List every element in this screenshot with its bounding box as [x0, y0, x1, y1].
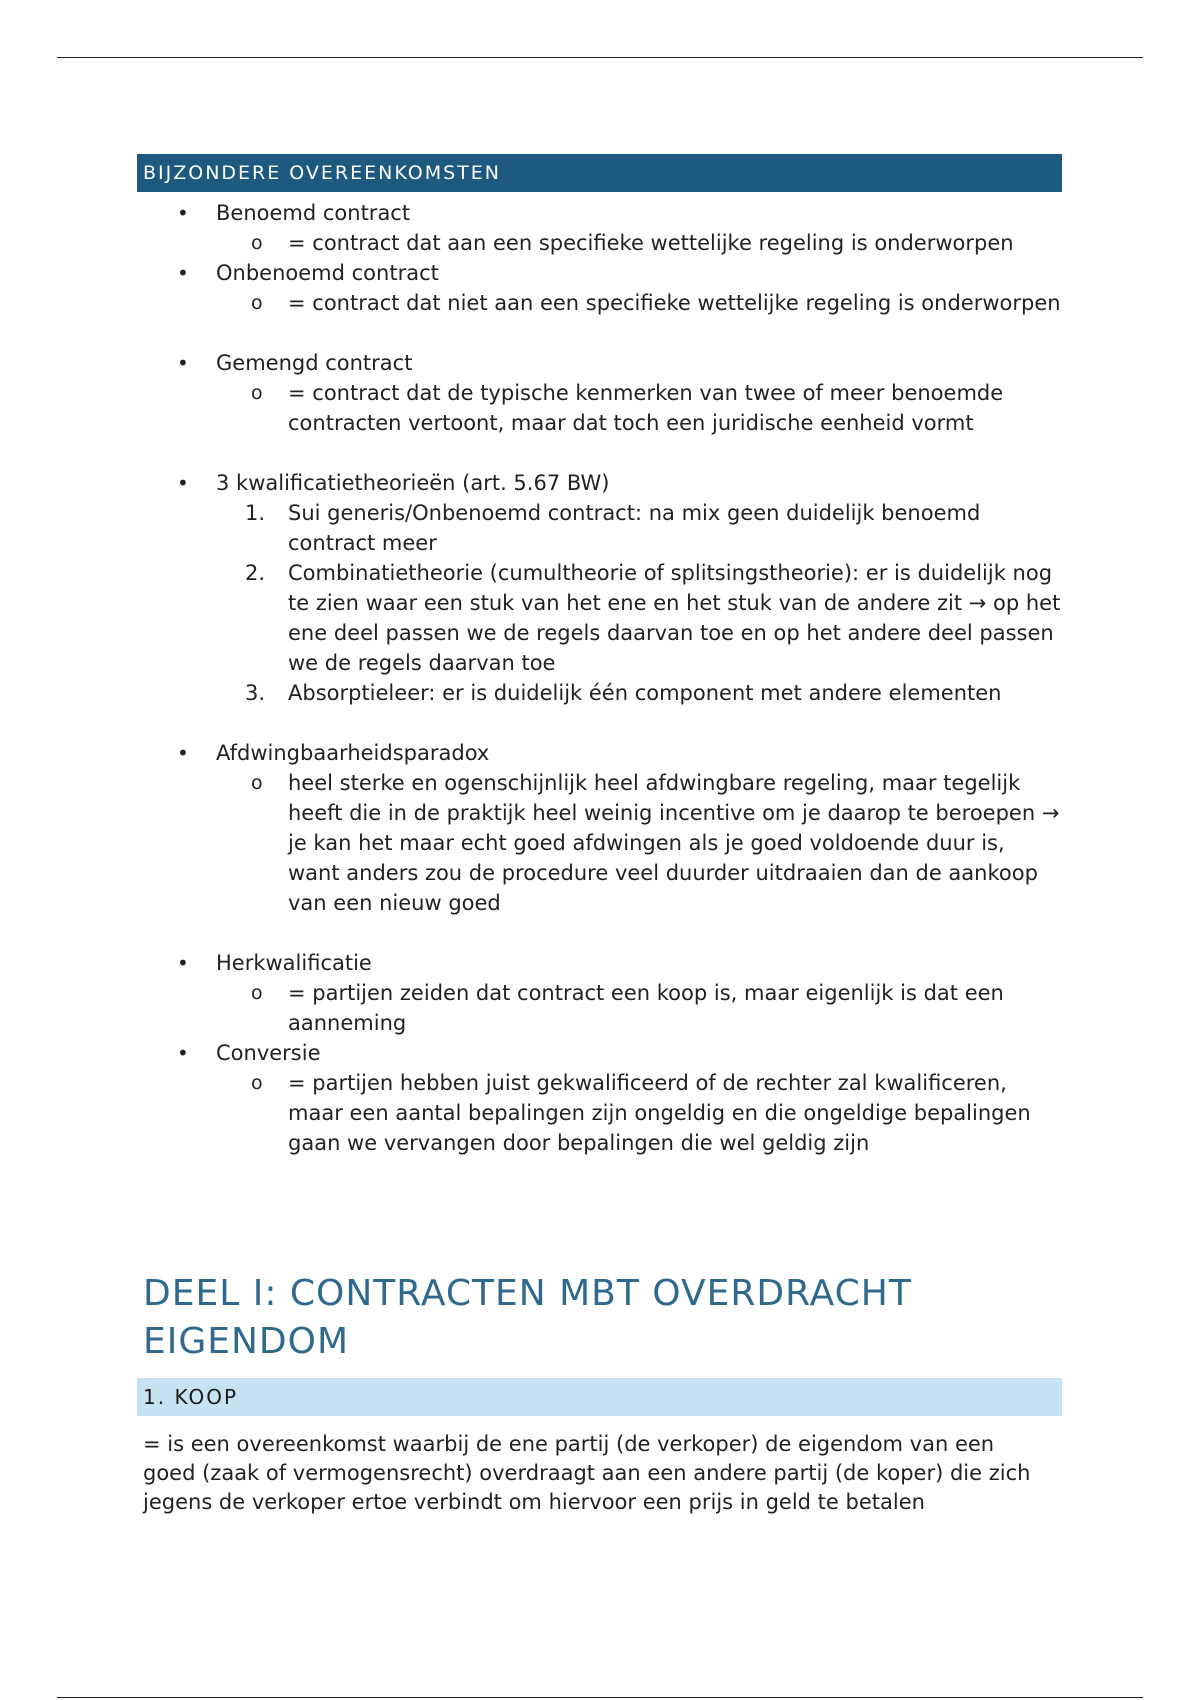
- sub-item-text: = partijen zeiden dat contract een koop is, maar eigenlijk is dat een aanneming: [288, 981, 1004, 1035]
- list-item-herkwalificatie: [137, 948, 1062, 978]
- item-label: Gemengd contract: [216, 351, 413, 375]
- page-bottom-rule: [57, 1697, 1143, 1698]
- sub-bullet-icon: o: [251, 382, 263, 404]
- theory-number: 3.: [245, 681, 266, 705]
- koop-heading: 1. KOOP: [137, 1378, 1062, 1416]
- bullet-icon: •: [177, 261, 189, 285]
- bullet-icon: •: [177, 351, 189, 375]
- bullet-icon: •: [177, 741, 189, 765]
- sub-item-text: heel sterke en ogenschijnlijk heel afdwingbare regeling, maar tegelijk heeft die in de praktijk heel weinig incentive om je daarop te beroepen → je kan het maar echt goed afdwingen als je goed voldoende duur is, want anders zou de procedure veel duurder uitdraaien dan de aankoop van een nieuw goed: [288, 771, 1060, 915]
- sub-item-herkwalificatie: [137, 978, 1062, 1038]
- sub-item-conversie: [137, 1068, 1062, 1158]
- page-content: [137, 154, 1062, 1517]
- sub-bullet-icon: o: [251, 232, 263, 254]
- item-label: Onbenoemd contract: [216, 261, 439, 285]
- item-label: Herkwalificatie: [216, 951, 372, 975]
- sub-item-text: = contract dat de typische kenmerken van twee of meer benoemde contracten vertoont, maar dat toch een juridische eenheid vormt: [288, 381, 1004, 435]
- theory-text: Sui generis/Onbenoemd contract: na mix geen duidelijk benoemd contract meer: [288, 501, 981, 555]
- theory-text: Absorptieleer: er is duidelijk één component met andere elementen: [288, 681, 1002, 705]
- sub-item-benoemd: [137, 228, 1062, 258]
- sub-item-gemengd: [137, 378, 1062, 438]
- sub-item-onbenoemd: [137, 288, 1062, 318]
- theory-number: 2.: [245, 561, 266, 585]
- sub-item-text: = partijen hebben juist gekwalificeerd of de rechter zal kwalificeren, maar een aantal bepalingen zijn ongeldig en die ongeldige bepalingen gaan we vervangen door bepalingen die wel geldig zijn: [288, 1071, 1031, 1155]
- theory-item-3: [137, 678, 1062, 708]
- theory-text: Combinatietheorie (cumultheorie of splitsingstheorie): er is duidelijk nog te zien waar een stuk van het ene en het stuk van de andere zit → op het ene deel passen we de regels daarvan toe en op het andere deel passen we de regels daarvan toe: [288, 561, 1061, 675]
- list-item-paradox: [137, 738, 1062, 768]
- page-top-rule: [57, 57, 1143, 58]
- list-item-conversie: [137, 1038, 1062, 1068]
- bullet-icon: •: [177, 951, 189, 975]
- sub-bullet-icon: o: [251, 292, 263, 314]
- section-heading: BIJZONDERE OVEREENKOMSTEN: [137, 154, 1062, 192]
- sub-item-text: = contract dat aan een specifieke wettelijke regeling is onderworpen: [288, 231, 1014, 255]
- list-item-gemengd: [137, 348, 1062, 378]
- theory-item-1: [137, 498, 1062, 558]
- sub-item-text: = contract dat niet aan een specifieke wettelijke regeling is onderworpen: [288, 291, 1061, 315]
- list-item-kwalificatie: [137, 468, 1062, 498]
- item-label: Conversie: [216, 1041, 321, 1065]
- theory-item-2: [137, 558, 1062, 678]
- list-item-benoemd: [137, 198, 1062, 228]
- part-title: DEEL I: CONTRACTEN MBT OVERDRACHT EIGENDOM: [143, 1273, 912, 1362]
- bullet-icon: •: [177, 1041, 189, 1065]
- sub-item-paradox: [137, 768, 1062, 918]
- sub-bullet-icon: o: [251, 1072, 263, 1094]
- item-label: 3 kwalificatietheorieën (art. 5.67 BW): [216, 471, 610, 495]
- list-item-onbenoemd: [137, 258, 1062, 288]
- item-label: Afdwingbaarheidsparadox: [216, 741, 490, 765]
- item-label: Benoemd contract: [216, 201, 411, 225]
- bullet-icon: •: [177, 201, 189, 225]
- bullet-icon: •: [177, 471, 189, 495]
- sub-bullet-icon: o: [251, 772, 263, 794]
- sub-bullet-icon: o: [251, 982, 263, 1004]
- koop-definition: = is een overeenkomst waarbij de ene partij (de verkoper) de eigendom van een goed (zaak of vermogensrecht) overdraagt aan een andere partij (de koper) die zich jegens de verkoper ertoe verbindt om hiervoor een prijs in geld te betalen: [143, 1432, 1031, 1514]
- theory-number: 1.: [245, 501, 266, 525]
